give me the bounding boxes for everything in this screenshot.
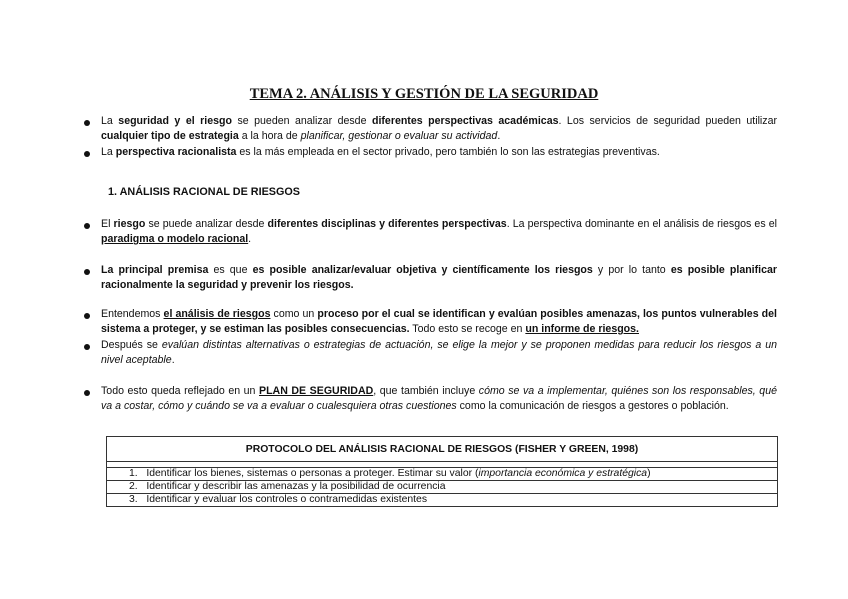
paragraph-alternativas: Después se evalúan distintas alternativas o estrategias de actuación, se elige la mejor y se proponen medidas para reducir los riesgos a un nivel aceptable. [101, 339, 778, 366]
page-title: TEMA 2. ANÁLISIS Y GESTIÓN DE LA SEGURIDAD [249, 86, 599, 102]
section-heading: 1. ANÁLISIS RACIONAL DE RIESGOS [108, 186, 300, 198]
table-row: 1. Identificar los bienes, sistemas o personas a proteger. Estimar su valor (importancia económica y estratégica) [107, 468, 778, 481]
protocol-table [106, 436, 778, 507]
table-row: 2. Identificar y describir las amenazas y la posibilidad de ocurrencia [107, 481, 778, 494]
table-row: 3. Identificar y evaluar los controles o contramedidas existentes [107, 494, 778, 507]
paragraph-perspectivas: La seguridad y el riesgo se pueden analizar desde diferentes perspectivas académicas. Los servicios de seguridad pueden utilizar cualquier tipo de estrategia a la hora de planificar, gestionar o evaluar su actividad. [101, 115, 778, 142]
paragraph-racionalista: La perspectiva racionalista es la más empleada en el sector privado, pero también lo son las estrategias preventivas. [101, 146, 660, 158]
paragraph-premisa: La principal premisa es que es posible analizar/evaluar objetiva y científicamente los riesgos y por lo tanto es posible planificar racionalmente la seguridad y prevenir los riesgos. [101, 264, 778, 291]
bullet-dot [84, 344, 90, 350]
paragraph-plan: Todo esto queda reflejado en un PLAN DE SEGURIDAD, que también incluye cómo se va a implementar, quiénes son los responsables, qué va a costar, cómo y cuándo se va a evaluar o cualesquiera otras cuestiones como la comunicación de riesgos a gestores o población. [101, 385, 777, 412]
paragraph-riesgo: El riesgo se puede analizar desde diferentes disciplinas y diferentes perspectivas. La perspectiva dominante en el análisis de riesgos es el paradigma o modelo racional. [101, 218, 777, 245]
bullet-dot [84, 151, 90, 157]
table-header: PROTOCOLO DEL ANÁLISIS RACIONAL DE RIESGOS (FISHER Y GREEN, 1998) [107, 437, 778, 462]
bullet-dot [84, 313, 90, 319]
bullet-dot [84, 120, 90, 126]
bullet-dot [84, 223, 90, 229]
bullet-dot [84, 390, 90, 396]
paragraph-analisis: Entendemos el análisis de riesgos como un proceso por el cual se identifican y evalúan posibles amenazas, los puntos vulnerables del sistema a proteger, y se estiman las posibles consecuencias. Todo esto se recoge en un informe de riesgos. [101, 308, 777, 335]
bullet-dot [84, 269, 90, 275]
